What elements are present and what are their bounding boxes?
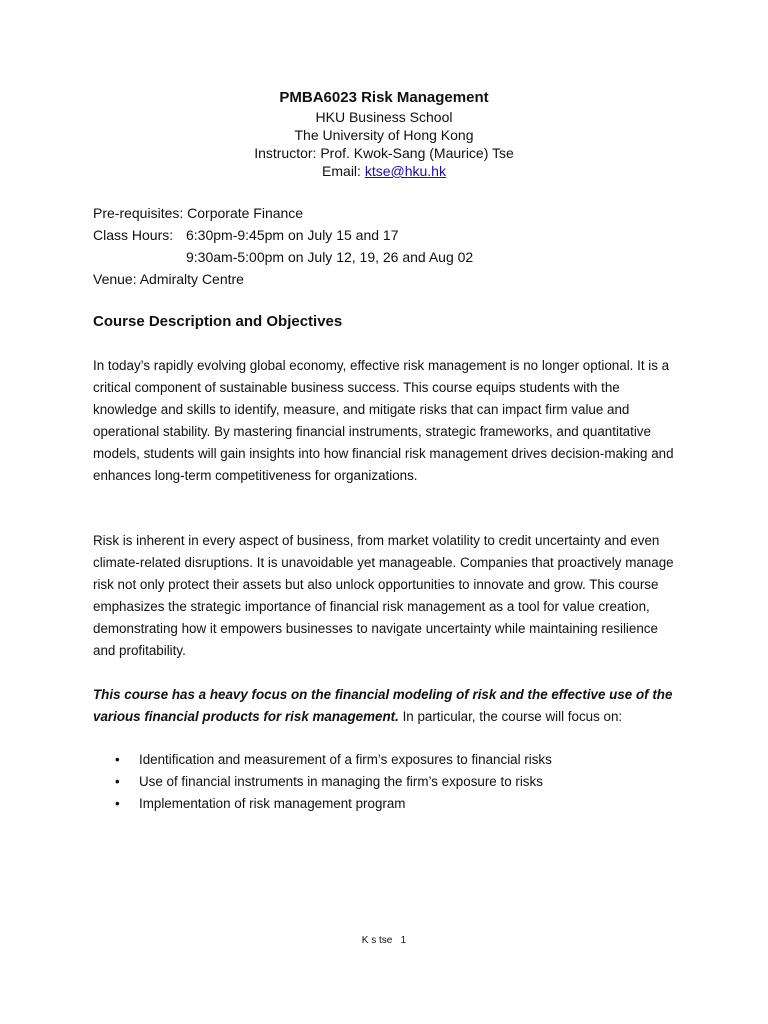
class-hours-spacer [93,246,186,268]
prerequisites-line: Pre-requisites: Corporate Finance [93,205,304,221]
email-link[interactable]: ktse@hku.hk [364,163,446,179]
course-info [93,202,693,290]
list-item-text: Identification and measurement of a firm’s exposures to financial risks [139,752,552,767]
list-item [93,793,678,815]
class-hours-value-1: 6:30pm-9:45pm on July 15 and 17 [186,227,399,243]
bullet-icon: • [115,752,120,767]
email-line [0,162,768,180]
course-title: PMBA6023 Risk Management [279,89,489,106]
list-item [93,749,678,771]
school-name: HKU Business School [315,109,453,125]
email-label: Email: [322,163,365,179]
class-hours-value-2: 9:30am-5:00pm on July 12, 19, 26 and Aug 02 [186,249,474,265]
description-paragraph-2: Risk is inherent in every aspect of business, from market volatility to credit uncertainty and even climate-related disruptions. It is unavoidable yet manageable. Companies that proactively manage risk not only protect their assets but also unlock opportunities to innovate and grow. This course emphasizes the strategic importance of financial risk management as a tool for value creation, demonstrating how it empowers businesses to navigate uncertainty while maintaining resilience and profitability. [93,533,674,658]
description-paragraph-1: In today’s rapidly evolving global economy, effective risk management is no longer optional. It is a critical component of sustainable business success. This course equips students with the knowledge and skills to identify, measure, and mitigate risks that can impact firm value and operational stability. By mastering financial instruments, strategic frameworks, and quantitative models, students will gain insights into how financial risk management drives decision-making and enhances long-term competitiveness for organizations. [93,358,674,483]
focus-list [93,749,678,815]
description-paragraph-3 [93,684,678,728]
list-item-text: Implementation of risk management program [139,796,406,811]
venue-line: Venue: Admiralty Centre [93,271,244,287]
section-heading: Course Description and Objectives [93,313,343,330]
class-hours-line-1 [93,224,693,246]
focus-emphasis: This course has a heavy focus on the financial modeling of risk and the effective use of the various financial products for risk management. [93,687,673,724]
list-item [93,771,678,793]
bullet-icon: • [115,796,120,811]
instructor-name: Instructor: Prof. Kwok-Sang (Maurice) Tse [254,145,514,161]
page-footer: K s tse 1 [361,935,407,946]
class-hours-label: Class Hours: [93,227,174,243]
list-item-text: Use of financial instruments in managing the firm’s exposure to risks [139,774,543,789]
focus-intro: In particular, the course will focus on: [398,709,623,724]
class-hours-line-2 [93,246,693,268]
university-name: The University of Hong Kong [294,127,474,143]
bullet-icon: • [115,774,120,789]
document-header [0,88,768,180]
